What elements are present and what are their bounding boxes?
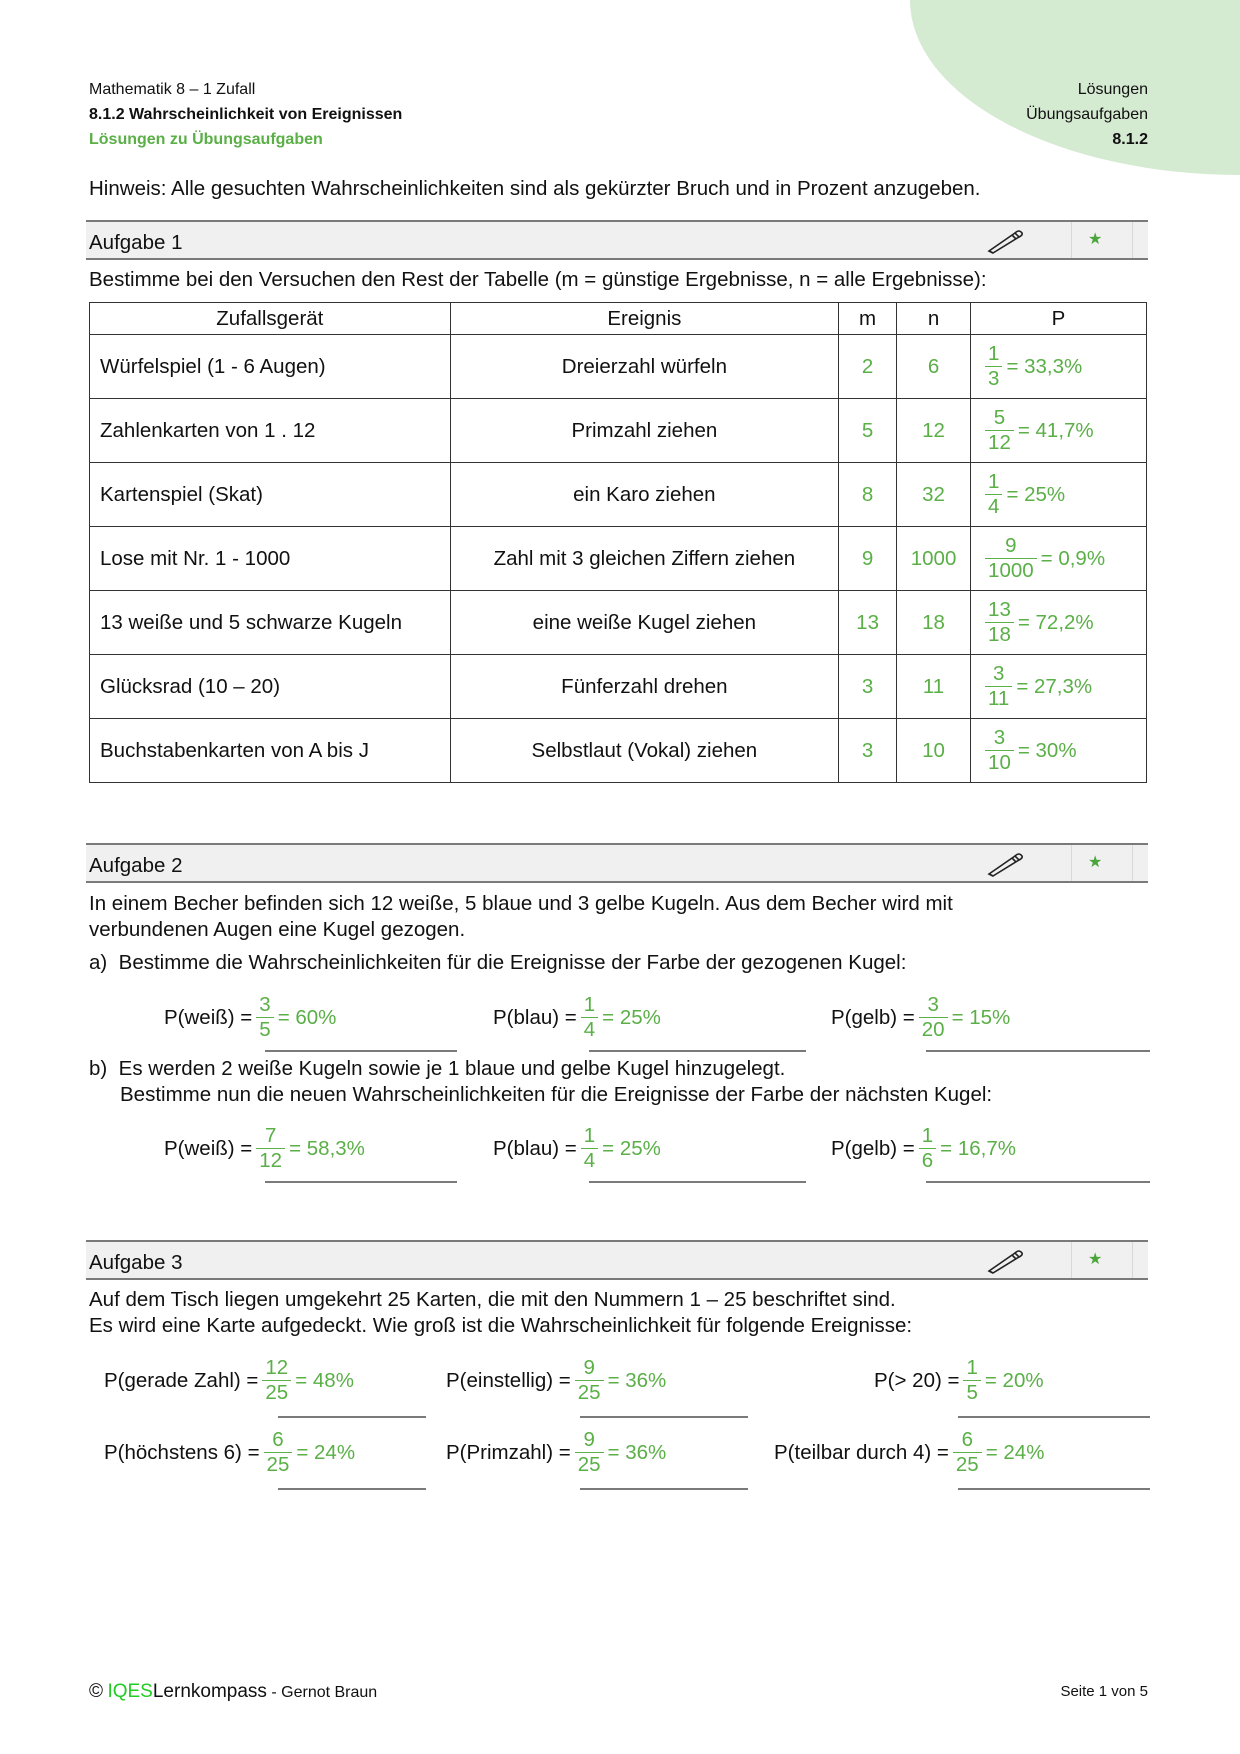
author: - Gernot Braun [271,1684,378,1701]
answer-line [589,1050,806,1052]
subject-line: Mathematik 8 – 1 Zufall [89,81,256,98]
table-row [90,335,1147,399]
event-cell: Zahl mit 3 gleichen Ziffern ziehen [450,527,838,591]
device-cell: Glücksrad (10 – 20) [90,655,451,719]
divider [1071,1242,1072,1278]
task-3-intro-line2: Es wird eine Karte aufgedeckt. Wie groß ist die Wahrscheinlichkeit für folgende Ereignisse: [89,1314,913,1337]
answer-line [926,1181,1150,1183]
p-cell: $\frac{13}{18}$ = 72,2% [971,591,1147,655]
m-cell: 2 [839,335,897,399]
n-cell: 32 [897,463,971,527]
header-right-code: 8.1.2 [1112,131,1148,148]
p-cell: $\frac{1}{4}$ = 25% [971,463,1147,527]
answer-primzahl: P(Primzahl) = $\frac{9}{25}$ = 36% [446,1428,667,1476]
header-right-line1: Lösungen [1077,81,1148,98]
star-icon: ★ [1088,854,1103,871]
task-2a-prompt [89,950,906,976]
answer-blau-a: P(blau) = $\frac{1}{4}$ = 25% [493,993,661,1041]
pencil-icon [985,848,1025,878]
m-cell: 3 [839,719,897,783]
part-label: a) [89,951,108,974]
answer-einstellig: P(einstellig) = $\frac{9}{25}$ = 36% [446,1356,667,1404]
task-1-intro: Bestimme bei den Versuchen den Rest der Tabelle (m = günstige Ergebnisse, n = alle Ergebnisse): [89,268,987,291]
divider [1071,845,1072,881]
col-header: Zufallsgerät [90,303,451,335]
header-right [1026,77,1148,152]
fraction: $\frac{3}{11}$ [985,662,1012,711]
col-header: P [971,303,1147,335]
col-header: Ereignis [450,303,838,335]
task-2b-prompt [89,1056,785,1082]
m-cell: 8 [839,463,897,527]
m-cell: 3 [839,655,897,719]
device-cell: Lose mit Nr. 1 - 1000 [90,527,451,591]
fraction: $\frac{1}{3}$ [985,342,1002,391]
task-title: Aufgabe 1 [89,231,183,254]
table-header-row [90,303,1147,335]
task-title: Aufgabe 3 [89,1251,183,1274]
answer-weiss-b: P(weiß) = $\frac{7}{12}$ = 58,3% [164,1124,365,1172]
col-header: n [897,303,971,335]
device-cell: Kartenspiel (Skat) [90,463,451,527]
p-cell: $\frac{3}{10}$ = 30% [971,719,1147,783]
hint-text: Hinweis: Alle gesuchten Wahrscheinlichkeiten sind als gekürzter Bruch und in Prozent anzugeben. [89,177,981,200]
m-cell: 5 [839,399,897,463]
event-cell: Primzahl ziehen [450,399,838,463]
device-cell: Zahlenkarten von 1 . 12 [90,399,451,463]
event-cell: eine weiße Kugel ziehen [450,591,838,655]
probability-table [89,302,1147,783]
answer-hoechstens-6: P(höchstens 6) = $\frac{6}{25}$ = 24% [104,1428,356,1476]
answer-gelb-a: P(gelb) = $\frac{3}{20}$ = 15% [831,993,1011,1041]
answer-line [958,1416,1150,1418]
device-cell: 13 weiße und 5 schwarze Kugeln [90,591,451,655]
part-text: Bestimme die Wahrscheinlichkeiten für die Ereignisse der Farbe der gezogenen Kugel: [118,951,907,974]
task-1-header [86,220,1148,260]
task-2-intro-line2: verbundenen Augen eine Kugel gezogen. [89,918,466,941]
answer-gerade-zahl: P(gerade Zahl) = $\frac{12}{25}$ = 48% [104,1356,354,1404]
col-header: m [839,303,897,335]
m-cell: 13 [839,591,897,655]
table-row [90,655,1147,719]
table-row [90,463,1147,527]
p-cell: $\frac{1}{3}$ = 33,3% [971,335,1147,399]
p-cell: $\frac{5}{12}$ = 41,7% [971,399,1147,463]
pencil-icon [985,1245,1025,1275]
chapter-title: 8.1.2 Wahrscheinlichkeit von Ereignissen [89,106,403,123]
task-3-intro-line1: Auf dem Tisch liegen umgekehrt 25 Karten, die mit den Nummern 1 – 25 beschriftet sind. [89,1288,896,1311]
fraction: $\frac{1}{4}$ [985,470,1002,519]
answer-line [580,1416,748,1418]
answer-gelb-b: P(gelb) = $\frac{1}{6}$ = 16,7% [831,1124,1016,1172]
n-cell: 18 [897,591,971,655]
part-label: b) [89,1057,108,1080]
n-cell: 10 [897,719,971,783]
star-icon: ★ [1088,231,1103,248]
n-cell: 6 [897,335,971,399]
brand-lernkompass: Lernkompass [152,1681,267,1702]
divider [1071,222,1072,258]
answer-line [926,1050,1150,1052]
part-text: Es werden 2 weiße Kugeln sowie je 1 blaue und gelbe Kugel hinzugelegt. [118,1057,786,1080]
answer-blau-b: P(blau) = $\frac{1}{4}$ = 25% [493,1124,661,1172]
section-subtitle: Lösungen zu Übungsaufgaben [89,131,323,148]
divider [1132,222,1133,258]
table-row [90,719,1147,783]
p-cell: $\frac{9}{1000}$ = 0,9% [971,527,1147,591]
event-cell: Selbstlaut (Vokal) ziehen [450,719,838,783]
brand-iqes: IQES [107,1681,153,1702]
answer-teilbar-4: P(teilbar durch 4) = $\frac{6}{25}$ = 24% [774,1428,1045,1476]
fraction: $\frac{9}{1000}$ [985,534,1037,583]
event-cell: Dreierzahl würfeln [450,335,838,399]
task-2b-prompt-line2: Bestimme nun die neuen Wahrscheinlichkeiten für die Ereignisse der Farbe der nächsten Kugel: [120,1083,993,1106]
answer-line [278,1416,426,1418]
footer-copyright [89,1681,377,1703]
fraction: $\frac{3}{10}$ [985,726,1014,775]
fraction: $\frac{13}{18}$ [985,598,1014,647]
divider [1132,845,1133,881]
task-3-header [86,1240,1148,1280]
pencil-icon [985,225,1025,255]
answer-line [278,1488,426,1490]
task-title: Aufgabe 2 [89,854,183,877]
answer-line [589,1181,806,1183]
header-left [89,77,402,152]
table-row [90,399,1147,463]
table-row [90,591,1147,655]
device-cell: Würfelspiel (1 - 6 Augen) [90,335,451,399]
star-icon: ★ [1088,1251,1103,1268]
page-number: Seite 1 von 5 [1060,1683,1148,1700]
n-cell: 11 [897,655,971,719]
device-cell: Buchstabenkarten von A bis J [90,719,451,783]
p-cell: $\frac{3}{11}$ = 27,3% [971,655,1147,719]
event-cell: ein Karo ziehen [450,463,838,527]
event-cell: Fünferzahl drehen [450,655,838,719]
copyright-icon: © [89,1681,103,1702]
answer-line [958,1488,1150,1490]
answer-line [265,1050,457,1052]
answer-groesser-20: P(> 20) = $\frac{1}{5}$ = 20% [874,1356,1044,1404]
n-cell: 12 [897,399,971,463]
task-2-intro-line1: In einem Becher befinden sich 12 weiße, 5 blaue und 3 gelbe Kugeln. Aus dem Becher wird mit [89,892,953,915]
task-2-header [86,843,1148,883]
divider [1132,1242,1133,1278]
header-right-line2: Übungsaufgaben [1026,106,1148,123]
table-row [90,527,1147,591]
answer-weiss-a: P(weiß) = $\frac{3}{5}$ = 60% [164,993,337,1041]
m-cell: 9 [839,527,897,591]
n-cell: 1000 [897,527,971,591]
fraction: $\frac{5}{12}$ [985,406,1014,455]
answer-line [580,1488,748,1490]
answer-line [265,1181,457,1183]
